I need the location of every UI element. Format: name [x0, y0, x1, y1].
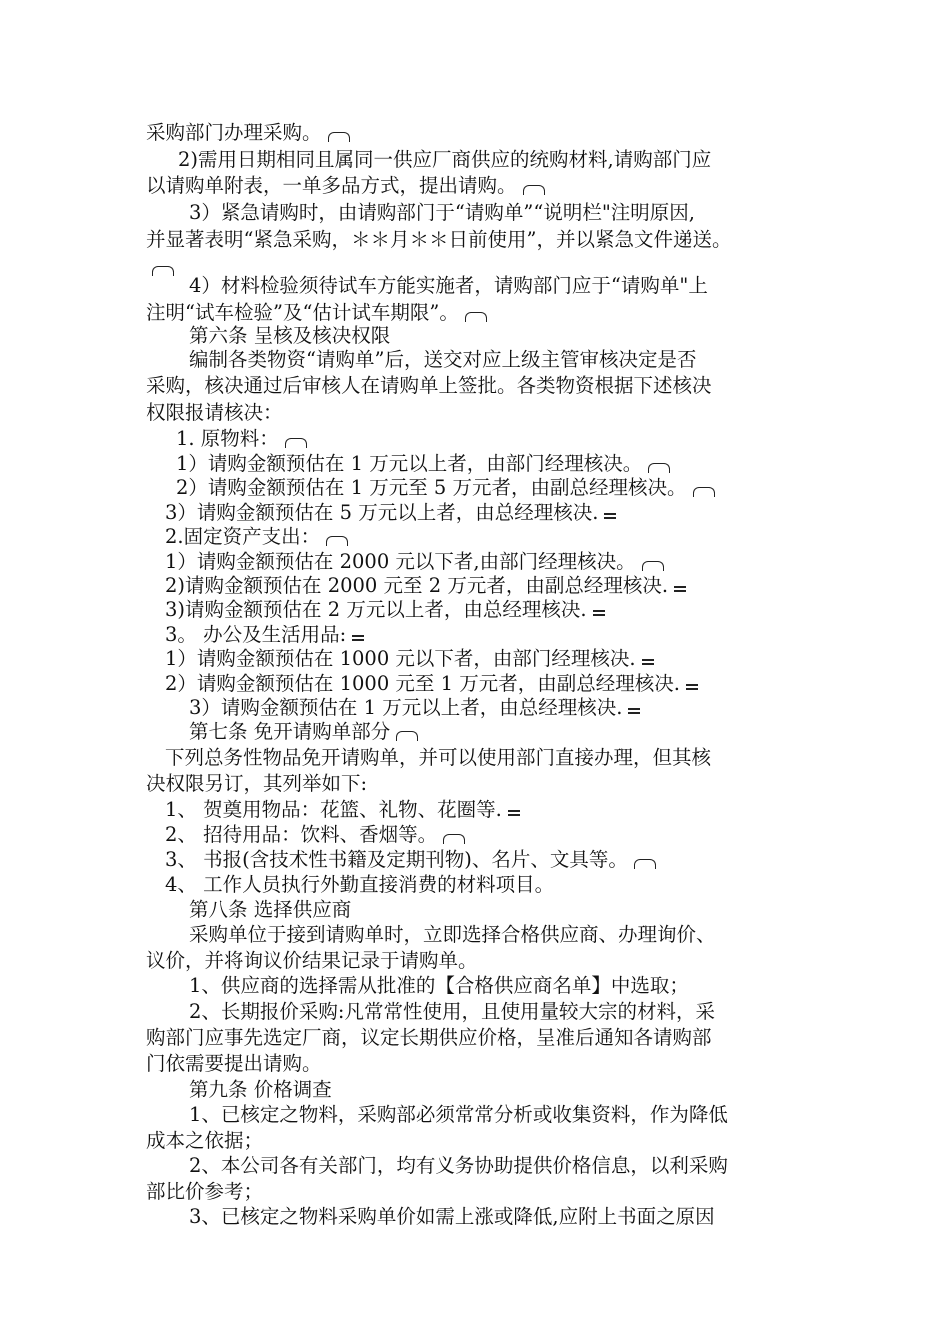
line-text: 下列总务性物品免开请购单，并可以使用部门直接办理，但其核 [165, 746, 712, 769]
text-line [176, 426, 307, 452]
text-line [176, 451, 670, 477]
line-text: 2)请购金额预估在 2000 元至 2 万元者，由副总经理核决. [165, 574, 669, 597]
text-line [165, 797, 520, 823]
line-text: 2)需用日期相同且属同一供应厂商供应的统购材料,请购部门应 [178, 148, 712, 171]
line-text: 议价，并将询议价结果记录于请购单。 [146, 949, 478, 972]
text-line [178, 147, 711, 173]
text-line [189, 922, 716, 948]
line-text: 1、供应商的选择需从批准的【合格供应商名单】中选取； [189, 974, 689, 997]
line-break-mark-icon [640, 656, 654, 666]
paragraph-mark-icon [285, 438, 307, 448]
paragraph-mark-icon [523, 185, 545, 195]
line-text: 编制各类物资“请购单”后，送交对应上级主管审核决定是否 [189, 348, 697, 371]
text-line [165, 671, 698, 697]
line-break-mark-icon [684, 681, 698, 691]
text-line [189, 897, 351, 923]
line-break-mark-icon [602, 510, 616, 520]
text-line [146, 227, 731, 253]
paragraph-mark-icon [634, 859, 656, 869]
text-line [189, 719, 418, 745]
line-text: 3)请购金额预估在 2 万元以上者，由总经理核决. [165, 598, 587, 621]
line-text: 2）请购金额预估在 1 万元至 5 万元者，由副总经理核决。 [176, 476, 687, 499]
line-text: 3）请购金额预估在 1 万元以上者，由总经理核决. [189, 696, 623, 719]
text-line [146, 254, 174, 280]
text-line [146, 1128, 263, 1154]
line-text: 采购单位于接到请购单时，立即选择合格供应商、办理询价、 [189, 923, 716, 946]
line-text: 第八条 选择供应商 [189, 898, 352, 921]
text-line [146, 1025, 712, 1051]
text-line [146, 120, 350, 146]
text-line [146, 400, 283, 426]
text-line [165, 500, 616, 526]
line-text: 1）请购金额预估在 1000 元以下者，由部门经理核决. [165, 647, 636, 670]
line-text: 3。 办公及生活用品: [165, 623, 347, 646]
line-break-mark-icon [350, 632, 364, 642]
text-line [165, 872, 554, 898]
paragraph-mark-icon [326, 536, 348, 546]
text-line [165, 597, 605, 623]
paragraph-mark-icon [642, 561, 664, 571]
text-line [189, 1077, 332, 1103]
text-line [165, 745, 711, 771]
paragraph-mark-icon [328, 132, 350, 142]
line-text: 2、长期报价采购:凡常常性使用，且使用量较大宗的材料，采 [189, 1000, 715, 1023]
line-text: 门依需要提出请购。 [146, 1052, 322, 1075]
paragraph-mark-icon [152, 266, 174, 276]
line-text: 1）请购金额预估在 1 万元以上者，由部门经理核决。 [176, 452, 643, 475]
line-text: 3）紧急请购时，由请购部门于“请购单”“说明栏"注明原因, [189, 201, 695, 224]
line-text: 1）请购金额预估在 2000 元以下者,由部门经理核决。 [165, 550, 636, 573]
paragraph-mark-icon [648, 463, 670, 473]
line-text: 第六条 呈核及核决权限 [189, 324, 391, 347]
text-line [189, 973, 689, 999]
line-break-mark-icon [506, 807, 520, 817]
line-text: 1. 原物料： [176, 427, 279, 450]
line-text: 购部门应事先选定厂商，议定长期供应价格，呈准后通知各请购部 [146, 1026, 712, 1049]
line-text: 4）材料检验须待试车方能实施者，请购部门应于“请购单"上 [189, 274, 708, 297]
text-line [189, 347, 696, 373]
paragraph-mark-icon [465, 312, 487, 322]
paragraph-mark-icon [443, 834, 465, 844]
line-text: 并显著表明“紧急采购，＊＊月＊＊日前使用”，并以紧急文件递送。 [146, 228, 732, 251]
line-text: 第九条 价格调查 [189, 1078, 332, 1101]
text-line [165, 524, 348, 550]
line-text: 第七条 免开请购单部分 [189, 720, 391, 743]
text-line [146, 173, 545, 199]
text-line [146, 1179, 263, 1205]
text-line [176, 475, 715, 501]
line-text: 2、 招待用品：饮料、香烟等。 [165, 823, 438, 846]
text-line [189, 695, 640, 721]
line-text: 1、 贺奠用物品：花篮、礼物、花圈等. [165, 798, 502, 821]
line-text: 2）请购金额预估在 1000 元至 1 万元者，由副总经理核决. [165, 672, 680, 695]
line-text: 1、已核定之物料，采购部必须常常分析或收集资料，作为降低 [189, 1103, 728, 1126]
line-text: 决权限另订，其列举如下: [146, 772, 368, 795]
paragraph-mark-icon [693, 487, 715, 497]
line-text: 2、本公司各有关部门，均有义务协助提供价格信息，以利采购 [189, 1154, 728, 1177]
text-line [165, 549, 664, 575]
text-line [165, 646, 654, 672]
line-text: 采购，核决通过后审核人在请购单上签批。各类物资根据下述核决 [146, 374, 712, 397]
line-text: 注明“试车检验”及“估计试车期限”。 [146, 301, 459, 324]
text-line [189, 999, 715, 1025]
line-text: 以请购单附表，一单多品方式，提出请购。 [146, 174, 517, 197]
text-line [146, 373, 712, 399]
text-line [189, 1153, 728, 1179]
line-text: 3、 书报(含技术性书籍及定期刊物)、名片、文具等。 [165, 848, 628, 871]
line-text: 成本之依据； [146, 1129, 264, 1152]
text-line [165, 573, 686, 599]
line-text: 3、已核定之物料采购单价如需上涨或降低,应附上书面之原因 [189, 1205, 715, 1228]
text-line [189, 1102, 728, 1128]
line-text: 4、 工作人员执行外勤直接消费的材料项目。 [165, 873, 555, 896]
line-break-mark-icon [626, 705, 640, 715]
line-text: 3）请购金额预估在 5 万元以上者，由总经理核决. [165, 501, 599, 524]
line-text: 采购部门办理采购。 [146, 121, 322, 144]
line-break-mark-icon [591, 607, 605, 617]
text-line [189, 323, 390, 349]
text-line [165, 822, 465, 848]
text-line [165, 847, 656, 873]
text-line [146, 771, 367, 797]
line-break-mark-icon [672, 583, 686, 593]
line-text: 部比价参考； [146, 1180, 264, 1203]
line-text: 权限报请核决： [146, 401, 283, 424]
text-line [189, 200, 695, 226]
line-text: 2.固定资产支出： [165, 525, 321, 548]
text-line [146, 1051, 322, 1077]
text-line [189, 273, 708, 299]
text-line [146, 948, 478, 974]
text-line [189, 1204, 715, 1230]
paragraph-mark-icon [396, 731, 418, 741]
text-line [165, 622, 364, 648]
